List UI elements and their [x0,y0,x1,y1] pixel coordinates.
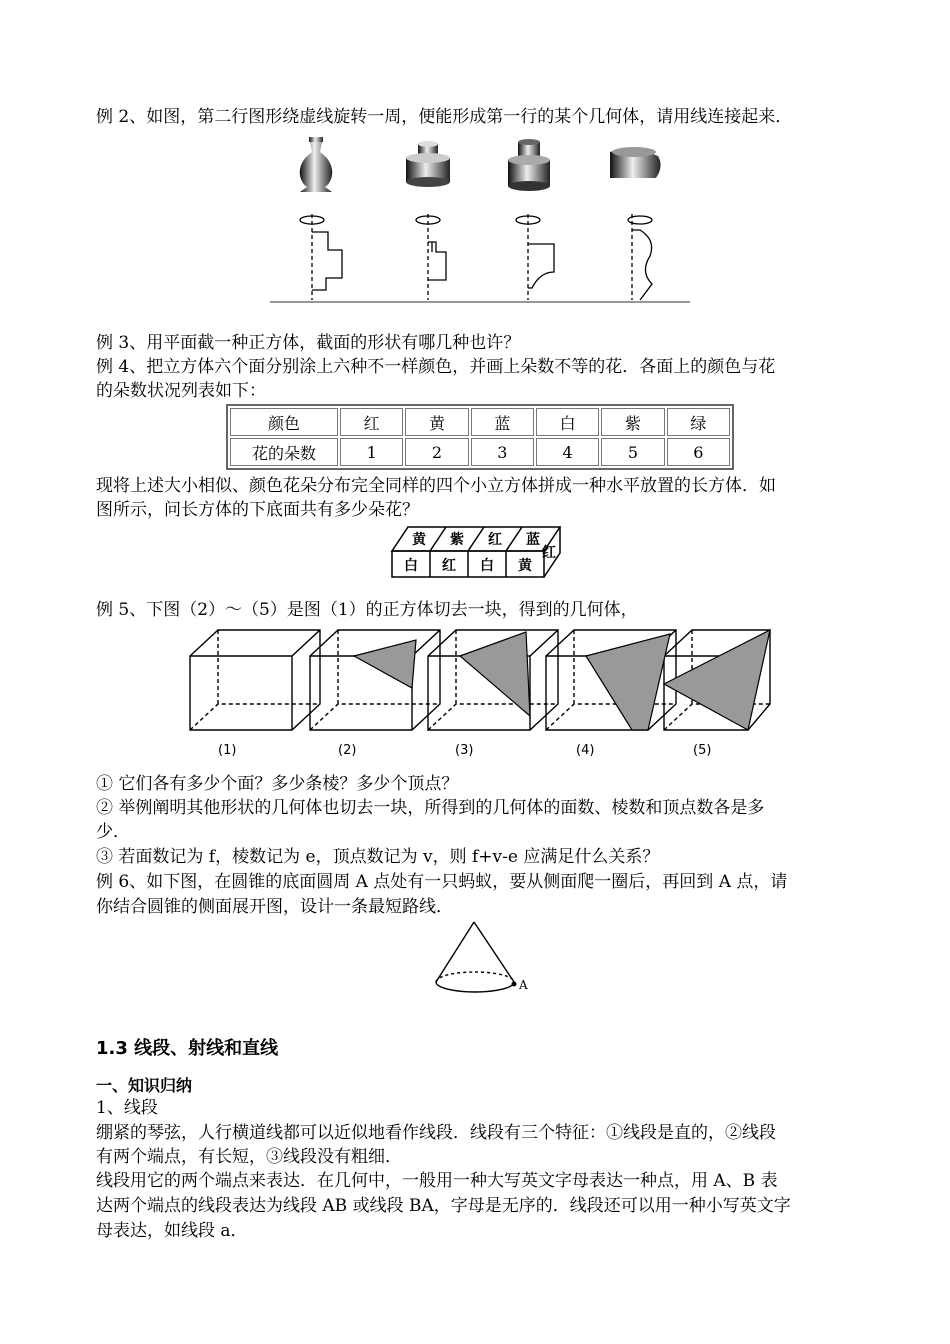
cube-side-label: 红 [542,545,556,561]
solids-of-revolution-figure [270,132,690,306]
cube-front-label: 白 [480,558,494,574]
example-2-text: 例 2、如图，第二行图形绕虚线旋转一周，便能形成第一行的某个几何体，请用线连接起来． [96,107,793,127]
cube-top-label: 黄 [412,532,426,548]
paragraph-line: 线段用它的两个端点来表达．在几何中，一般用一种大写英文字母表达一种点，用 A、B 表 [96,1171,778,1191]
table-cell: 黄 [405,408,468,436]
curved-solid [610,147,661,178]
question-2-line-2: 少． [96,822,130,842]
table-cell: 4 [536,438,599,466]
cube-caption: (4) [576,743,595,758]
table-row-colors [230,408,730,436]
cut-face-4 [586,634,670,730]
paragraph-heading: 1、线段 [96,1098,158,1118]
cut-cubes-figure [188,626,774,762]
table-row-counts [230,438,730,466]
table-cell: 花的朵数 [230,438,338,466]
example-4-line-4: 图所示，问长方体的下底面共有多少朵花？ [96,500,419,520]
color-flower-table [226,404,734,470]
paragraph-line: 达两个端点的线段表达为线段 AB 或线段 BA，字母是无序的．线段还可以用一种小写英文字 [96,1196,791,1216]
table-cell: 3 [471,438,534,466]
cube-top-label: 红 [488,532,502,548]
cone-figure [430,918,538,998]
paragraph-line: 有两个端点，有长短，③线段没有粗细． [96,1147,402,1167]
cube-top-label: 紫 [450,532,464,548]
paragraph-line: 绷紧的琴弦，人行横道线都可以近似地看作线段．线段有三个特征：①线段是直的，②线段 [96,1123,776,1143]
cube-front-label: 白 [404,558,418,574]
table-cell: 5 [601,438,664,466]
table-cell: 红 [340,408,403,436]
example-4-line-1: 例 4、把立方体六个面分别涂上六种不一样颜色，并画上朵数不等的花．各面上的颜色与花 [96,357,776,377]
cube-caption: (3) [455,743,474,758]
table-cell: 紫 [601,408,664,436]
section-title: 1.3 线段、射线和直线 [96,1038,279,1059]
example-5-text: 例 5、下图（2）～（5）是图（1）的正方体切去一块，得到的几何体， [96,600,638,620]
cut-face-2 [354,640,416,688]
example-4-line-2: 的朵数状况列表如下： [96,381,266,401]
example-4-line-3: 现将上述大小相似、颜色花朵分布完全同样的四个小立方体拼成一种水平放置的长方体．如 [96,476,776,496]
table-cell: 白 [536,408,599,436]
example-6-line-1: 例 6、如下图，在圆锥的底面圆周 A 点处有一只蚂蚁，要从侧面爬一圈后，再回到 A 点，请 [96,872,788,892]
cube-caption: (1) [218,743,237,758]
question-1: ① 它们各有多少个面？多少条棱？多少个顶点？ [96,774,459,794]
cube-front-label: 黄 [518,558,532,574]
cube-caption: (5) [693,743,712,758]
table-cell: 颜色 [230,408,338,436]
table-cell: 蓝 [471,408,534,436]
table-cell: 1 [340,438,403,466]
cube-front-label: 红 [442,558,456,574]
question-3: ③ 若面数记为 f，棱数记为 e，顶点数记为 v，则 f+v-e 应满足什么关系？ [96,847,660,867]
table-cell: 绿 [667,408,730,436]
point-a-label: A [519,978,528,992]
table-cell: 6 [667,438,730,466]
example-3-text: 例 3、用平面截一种正方体，截面的形状有哪几种也许？ [96,333,521,353]
cube-top-label: 蓝 [526,532,540,548]
question-2-line-1: ② 举例阐明其他形状的几何体也切去一块，所得到的几何体的面数、棱数和顶点数各是多 [96,798,765,818]
example-6-line-2: 你结合圆锥的侧面展开图，设计一条最短路线． [96,897,453,917]
four-cubes-figure [388,521,564,579]
subsection-title: 一、知识归纳 [96,1076,193,1095]
paragraph-line: 母表达，如线段 a． [96,1221,248,1241]
table-cell: 2 [405,438,468,466]
cube-caption: (2) [338,743,357,758]
